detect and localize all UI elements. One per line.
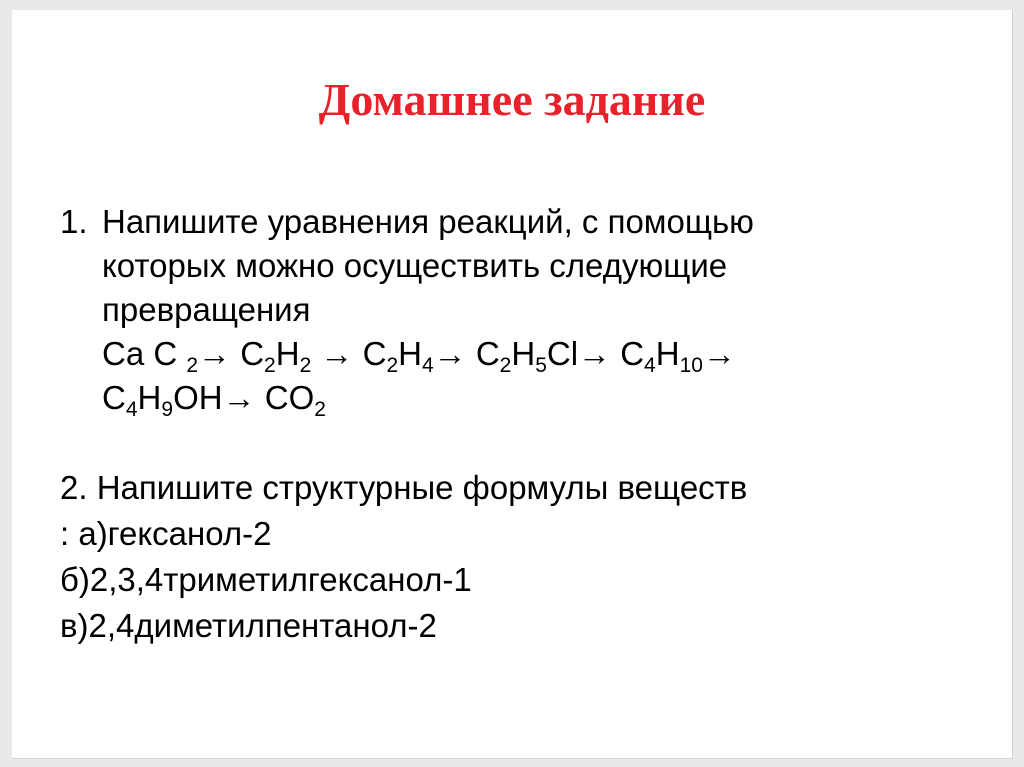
formula-text: → C bbox=[433, 335, 500, 372]
task-2-line: 2. Напишите структурные формулы веществ bbox=[60, 469, 748, 506]
task-2-line: в)2,4диметилпентанол-2 bbox=[60, 607, 437, 644]
task-2-line: : а)гексанол-2 bbox=[60, 515, 272, 552]
formula-text: H bbox=[398, 335, 422, 372]
formula-text: H bbox=[137, 379, 162, 416]
formula-subscript: 2 bbox=[186, 354, 199, 377]
task-1-row bbox=[60, 200, 1000, 420]
task-1 bbox=[60, 200, 1000, 420]
formula-text: H bbox=[511, 335, 536, 372]
task-2-line: б)2,3,4триметилгексанол-1 bbox=[60, 561, 472, 598]
task-1-line: которых можно осуществить следующие bbox=[102, 247, 728, 284]
formula-subscript: 2 bbox=[299, 354, 312, 377]
formula-subscript: 2 bbox=[386, 354, 399, 377]
task-1-body bbox=[102, 200, 1000, 420]
formula-text: H bbox=[275, 335, 300, 372]
formula-text: OH→ CO bbox=[173, 379, 315, 416]
formula-subscript: 5 bbox=[535, 354, 547, 377]
formula-subscript: 10 bbox=[679, 354, 703, 377]
formula-subscript: 2 bbox=[264, 354, 276, 377]
reaction-chain-line-2 bbox=[102, 376, 1000, 420]
task-2 bbox=[60, 465, 1000, 649]
task-1-number: 1. bbox=[60, 203, 88, 240]
formula-text: → bbox=[702, 335, 736, 372]
formula-text: → C bbox=[198, 335, 265, 372]
formula-text: H bbox=[655, 335, 680, 372]
reaction-chain-line-1 bbox=[102, 332, 1000, 376]
formula-text: → C bbox=[311, 335, 387, 372]
task-1-line: превращения bbox=[102, 291, 311, 328]
slide bbox=[12, 10, 1013, 759]
formula-text: C bbox=[102, 379, 126, 416]
formula-text: Cl→ C bbox=[546, 335, 645, 372]
formula-subscript: 4 bbox=[421, 354, 434, 377]
task-1-line: Напишите уравнения реакций, с помощью bbox=[102, 203, 754, 240]
formula-text: Ca C bbox=[102, 335, 187, 372]
formula-subscript: 4 bbox=[125, 398, 138, 421]
formula-subscript: 2 bbox=[314, 398, 326, 421]
slide-title: Домашнее задание bbox=[318, 74, 706, 125]
formula-subscript: 2 bbox=[499, 354, 512, 377]
formula-subscript: 9 bbox=[161, 398, 174, 421]
formula-subscript: 4 bbox=[644, 354, 656, 377]
